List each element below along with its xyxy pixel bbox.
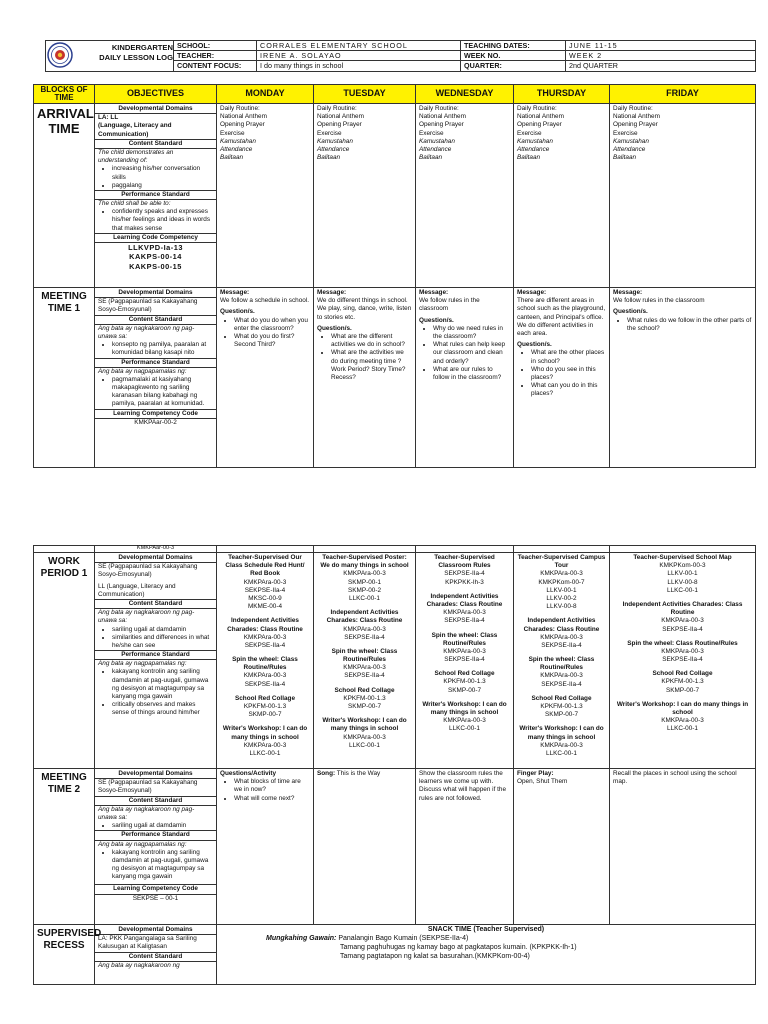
competency-code: SKMP-00-2 bbox=[347, 586, 382, 594]
competency-code: KPKFM-00-1.3 bbox=[540, 703, 583, 710]
competency-code: LLKC-00-1 bbox=[449, 725, 480, 733]
school-label: SCHOOL: bbox=[174, 41, 257, 51]
work1-performance-standard-label: Performance Standard bbox=[95, 650, 216, 660]
meeting2-performance-standard-label: Performance Standard bbox=[95, 830, 216, 840]
arrival-la-full: (Language, Literacy and Communication) bbox=[98, 122, 172, 138]
meeting1-se: SE (Pagpapaunlad sa Kakayahang Sosyo-Emosyunal) bbox=[98, 298, 198, 314]
activity-title: School Red Collage bbox=[434, 670, 495, 678]
routine-item: Opening Prayer bbox=[419, 121, 464, 129]
competency-code: MKME-00-4 bbox=[247, 603, 283, 611]
arrival-performance-bullet: • confidently speaks and expresses his/her feelings and ideas in words that makes sense bbox=[112, 208, 213, 233]
song-title: This is the Way bbox=[336, 770, 381, 777]
meeting2-content-text: Ang bata ay nagkakaroon ng pag-unawa sa: bbox=[98, 805, 195, 821]
questions-label: Question/s. bbox=[317, 324, 352, 332]
competency-code: KPKFM-00-1.3 bbox=[443, 678, 486, 686]
activity-title: Writer's Workshop: I can do many things in school bbox=[616, 700, 749, 716]
activity-title: Teacher-Supervised School Map bbox=[633, 554, 732, 561]
recess-content-text: Ang bata ay nagkakaroon ng bbox=[98, 961, 180, 969]
col-monday: MONDAY bbox=[217, 85, 314, 104]
block-supervised-recess: SUPERVISED RECESS bbox=[34, 925, 95, 985]
competency-code: KMKPAra-00-3 bbox=[443, 717, 486, 725]
activity-text: Recall the places in school using the school map. bbox=[613, 770, 737, 786]
competency-code: LLKV-00-1 bbox=[667, 570, 698, 578]
work1-content-standard-label: Content Standard bbox=[95, 599, 216, 609]
activity-title: Teacher-Supervised Campus Tour bbox=[517, 554, 606, 570]
message-label: Message: bbox=[220, 289, 250, 296]
song-label: Song: bbox=[317, 770, 336, 777]
questions-label: Question/s. bbox=[220, 308, 255, 316]
work1-content-bullet: • similarities and differences in what he/she can see bbox=[112, 634, 213, 650]
block-arrival-time: ARRIVAL TIME bbox=[34, 104, 95, 288]
teaching-dates-value: JUNE 11-15 bbox=[566, 41, 756, 51]
competency-code: LLKV-00-2 bbox=[546, 594, 577, 602]
finger-play-title: Open, Shut Them bbox=[517, 778, 568, 786]
competency-code: SEKPSE-IIa-4 bbox=[541, 680, 582, 688]
work1-content-bullet: • sariling ugali at damdamin bbox=[112, 626, 213, 634]
arrival-performance-text: The child shall be able to: bbox=[98, 200, 171, 208]
col-thursday: THURSDAY bbox=[514, 85, 610, 104]
routine-item: Kamustahan bbox=[419, 137, 455, 145]
routine-item: National Anthem bbox=[220, 113, 267, 121]
question-item: • What rules do we follow in the other parts of the school? bbox=[627, 317, 752, 333]
meeting1-performance-text: Ang bata ay nagpapamalas ng: bbox=[98, 367, 187, 375]
competency-code: KMKPAra-00-3 bbox=[540, 741, 583, 749]
activity-title: Spin the wheel: Class Routine/Rules bbox=[431, 631, 498, 647]
arrival-thursday bbox=[514, 104, 610, 288]
questions-label: Question/s. bbox=[517, 341, 552, 349]
work1-ll: LL (Language, Literacy and Communication) bbox=[98, 582, 176, 598]
question-item: • What are our rules to follow in the classroom? bbox=[433, 366, 510, 382]
work1-dev-domains: Developmental Domains bbox=[95, 554, 216, 563]
routine-item: Daily Routine: bbox=[317, 105, 357, 112]
competency-code: KPKPKK-Ih-3 bbox=[445, 578, 484, 586]
week-label: WEEK NO. bbox=[461, 51, 566, 61]
meeting2-content-standard-label: Content Standard bbox=[95, 796, 216, 806]
activity-title: Teacher-Supervised Poster: We do many things in school bbox=[320, 554, 409, 570]
meeting2-friday bbox=[610, 769, 756, 925]
question-item: • Why do we need rules in the classroom? bbox=[433, 325, 510, 341]
competency-code: SEKPSE-IIa-4 bbox=[244, 641, 286, 649]
lesson-table-page1 bbox=[33, 84, 756, 468]
recess-activities bbox=[217, 925, 756, 985]
recess-objectives bbox=[95, 925, 217, 985]
activity-text: Show the classroom rules the learners we come up with. Discuss what will happen if the rules are not followed. bbox=[419, 770, 507, 802]
meeting2-se: SE (Pagpapaunlad sa Kakayahang Sosyo-Emosyunal) bbox=[98, 779, 198, 795]
activity-title: Spin the wheel: Class Routine/Rules bbox=[528, 656, 595, 672]
meeting2-wednesday bbox=[416, 769, 514, 925]
meeting1-monday bbox=[217, 288, 314, 468]
question-item: • What can you do in this places? bbox=[531, 382, 606, 398]
work1-performance-bullet: • kakayang kontrolin ang sariling damdamin at pag-uugali, gumawa ng desisyon at magtagumpay sa kanyang mga gawain bbox=[112, 668, 213, 701]
competency-code: SEKPSE-IIa-4 bbox=[444, 617, 485, 625]
competency-code: LLKC-00-1 bbox=[349, 741, 380, 749]
header-info-table bbox=[45, 40, 756, 72]
message-label: Message: bbox=[419, 289, 449, 296]
competency-code: KPKFM-00-1.3 bbox=[343, 694, 386, 702]
activity-title: Independent Activities Charades: Class Routine bbox=[622, 600, 743, 617]
competency-code: KMKPAra-00-3 bbox=[443, 647, 486, 655]
arrival-content-standard-label: Content Standard bbox=[95, 139, 216, 149]
competency-code: SKMP-00-7 bbox=[447, 686, 482, 694]
routine-item: Opening Prayer bbox=[613, 121, 658, 129]
competency-code: KMKPKom-00-3 bbox=[659, 562, 706, 570]
arrival-lc-code: KAKPS-00-15 bbox=[129, 261, 182, 271]
competency-code: LLKC-00-1 bbox=[667, 725, 698, 733]
activity-label: Questions/Activity bbox=[220, 770, 277, 777]
routine-item: Attendance bbox=[419, 145, 452, 153]
competency-code: SEKPSE-IIa-4 bbox=[344, 633, 385, 641]
activity-title: Writer's Workshop: I can do many things in school bbox=[222, 725, 308, 741]
meeting1-content-text: Ang bata ay nagkakaroon ng pag-unawa sa: bbox=[98, 324, 195, 340]
meeting1-content-bullet: • konsepto ng pamilya, paaralan at komunidad bilang kasapi nito bbox=[112, 341, 213, 357]
routine-item: Exercise bbox=[317, 129, 342, 137]
routine-item: Balitaan bbox=[517, 154, 541, 162]
message-label: Message: bbox=[317, 289, 347, 296]
meeting1-thursday bbox=[514, 288, 610, 468]
arrival-tuesday bbox=[314, 104, 416, 288]
routine-item: Daily Routine: bbox=[220, 105, 260, 112]
finger-play-label: Finger Play: bbox=[517, 770, 554, 777]
competency-code: KMKPAra-00-3 bbox=[343, 625, 386, 633]
meeting1-lc-title: Learning Competency Code bbox=[95, 409, 216, 419]
school-value: CORRALES ELEMENTARY SCHOOL bbox=[257, 41, 461, 51]
arrival-la: LA: LL bbox=[98, 114, 119, 122]
questions-label: Question/s. bbox=[419, 316, 454, 324]
quarter-value: 2nd QUARTER bbox=[566, 61, 756, 71]
meeting1-performance-bullet: • pagmamalaki at kasiyahang makapagkwento ng sariling karanasan bilang kabahagi ng pamilya, paaralan at komunidad. bbox=[112, 376, 213, 409]
block-meeting-time-2: MEETING TIME 2 bbox=[34, 769, 95, 925]
question-item: • What blocks of time are we in now? bbox=[234, 778, 310, 794]
message-text: There are different areas in school such as the playground, canteen, and Principal's office. We do different activities in each area. bbox=[517, 297, 606, 337]
recess-content-standard-label: Content Standard bbox=[95, 952, 216, 962]
col-objectives: OBJECTIVES bbox=[95, 85, 217, 104]
content-focus-value: I do many things in school bbox=[257, 61, 461, 71]
routine-item: National Anthem bbox=[517, 113, 564, 121]
activity-title: Teacher-Supervised Classroom Rules bbox=[434, 554, 495, 570]
work1-content-text: Ang bata ay nagkakaroon ng pag-unawa sa: bbox=[98, 609, 195, 625]
message-text: We do different things in school. We play, sing, dance, write, listen to stories etc. bbox=[317, 297, 412, 321]
competency-code: KMKPAra-00-3 bbox=[540, 672, 583, 680]
kindergarten-label: KINDERGARTEN bbox=[111, 43, 173, 52]
activity-title: Writer's Workshop: I can do many things in school bbox=[322, 717, 407, 733]
competency-code: LLKV-00-8 bbox=[546, 603, 577, 611]
recess-la: LA: PKK Pangangalaga sa Sariling Kalusugan at Kaligtasan bbox=[98, 935, 197, 951]
competency-code: KMKPAra-00-3 bbox=[343, 733, 386, 741]
routine-item: Daily Routine: bbox=[613, 105, 653, 112]
arrival-wednesday bbox=[416, 104, 514, 288]
teacher-label: TEACHER: bbox=[174, 51, 257, 61]
meeting2-monday bbox=[217, 769, 314, 925]
routine-item: National Anthem bbox=[419, 113, 466, 121]
recess-activity-line: Tamang paghuhugas ng kamay bago at pagkatapos kumain. (KPKPKK-Ih-1) bbox=[340, 943, 577, 951]
routine-item: Exercise bbox=[517, 129, 542, 137]
meeting2-performance-text: Ang bata ay nagpapamalas ng: bbox=[98, 840, 187, 848]
meeting1-performance-standard-label: Performance Standard bbox=[95, 358, 216, 368]
activity-title: School Red Collage bbox=[334, 686, 395, 694]
arrival-lc-title: Learning Code Competency bbox=[95, 233, 216, 243]
work1-monday bbox=[217, 553, 314, 769]
week-value: WEEK 2 bbox=[566, 51, 756, 61]
message-text: We follow rules in the classroom bbox=[419, 297, 480, 313]
question-item: • Who do you see in this places? bbox=[531, 366, 606, 382]
competency-code: SEKPSE-IIa-4 bbox=[662, 625, 703, 633]
routine-item: Opening Prayer bbox=[317, 121, 362, 129]
routine-item: Attendance bbox=[317, 145, 350, 153]
meeting2-dev-domains: Developmental Domains bbox=[95, 770, 216, 779]
message-label: Message: bbox=[613, 289, 643, 296]
question-item: • What are the other places in school? bbox=[531, 349, 606, 365]
arrival-performance-standard-label: Performance Standard bbox=[95, 190, 216, 200]
meeting1-wednesday bbox=[416, 288, 514, 468]
meeting1-content-standard-label: Content Standard bbox=[95, 315, 216, 325]
activity-title: Independent Activities Charades: Class Routine bbox=[326, 609, 403, 625]
recess-activity-line: Panalangin Bago Kumain (SEKPSE-IIa-4) bbox=[338, 934, 469, 942]
competency-code: SEKPSE-IIa-4 bbox=[541, 641, 582, 649]
routine-item: Balitaan bbox=[220, 154, 244, 162]
work1-friday bbox=[610, 553, 756, 769]
question-item: • What are the activities we do during meeting time ? Work Period? Story Time? Recess? bbox=[331, 349, 412, 382]
meeting2-objectives bbox=[95, 769, 217, 925]
snack-time-title: SNACK TIME (Teacher Supervised) bbox=[427, 926, 545, 933]
work1-performance-text: Ang bata ay nagpapamalas ng: bbox=[98, 660, 187, 668]
activity-title: Writer's Workshop: I can do many things in school bbox=[422, 700, 507, 716]
competency-code: SEKPSE-IIa-4 bbox=[662, 656, 703, 664]
activity-title: Independent Activities Charades: Class Routine bbox=[426, 592, 503, 608]
competency-code: LLKC-00-1 bbox=[349, 594, 380, 602]
meeting2-thursday bbox=[514, 769, 610, 925]
col-blocks-of-time: BLOCKS OF TIME bbox=[34, 85, 95, 104]
arrival-content-text: The child demonstrates an understanding of: bbox=[98, 148, 174, 165]
meeting2-tuesday bbox=[314, 769, 416, 925]
competency-code: KMKPAra-00-3 bbox=[540, 570, 583, 578]
routine-item: Opening Prayer bbox=[220, 121, 265, 129]
question-item: • What are the different activities we do in school? bbox=[331, 333, 412, 349]
routine-item: National Anthem bbox=[613, 113, 660, 121]
question-item: • What do you do when you enter the classroom? bbox=[234, 317, 310, 333]
competency-code: SEKPSE-IIa-4 bbox=[244, 586, 286, 594]
activity-title: Writer's Workshop: I can do many things in school bbox=[519, 725, 604, 741]
competency-code: LLKC-00-1 bbox=[249, 749, 281, 757]
meeting2-lc-title: Learning Competency Code bbox=[95, 884, 216, 894]
message-label: Message: bbox=[517, 289, 547, 296]
work1-performance-bullet: • critically observes and makes sense of things around him/her bbox=[112, 701, 213, 717]
routine-item: Opening Prayer bbox=[517, 121, 562, 129]
competency-code: KMKPAra-00-3 bbox=[243, 578, 287, 586]
routine-item: Exercise bbox=[220, 129, 245, 137]
work1-objectives bbox=[95, 553, 217, 769]
routine-item: Balitaan bbox=[419, 154, 443, 162]
activity-title: School Red Collage bbox=[531, 694, 592, 702]
recess-dev-domains: Developmental Domains bbox=[95, 926, 216, 935]
competency-code: SEKPSE-IIa-4 bbox=[444, 570, 485, 578]
competency-code: LLKV-00-1 bbox=[546, 586, 577, 594]
routine-item: Daily Routine: bbox=[517, 105, 557, 112]
meeting2-performance-bullet: • kakayang kontrolin ang sariling damdamin at pag-uugali, gumawa ng desisyon at magtagumpay sa kanyang mga gawain bbox=[112, 849, 213, 882]
work1-thursday bbox=[514, 553, 610, 769]
question-item: • What will come next? bbox=[234, 795, 310, 803]
competency-code: MKSC-00-9 bbox=[248, 594, 282, 602]
col-friday: FRIDAY bbox=[610, 85, 756, 104]
col-tuesday: TUESDAY bbox=[314, 85, 416, 104]
recess-activity-line: Tamang pagtatapon ng kalat sa basurahan.(KMKPKom-00-4) bbox=[340, 952, 530, 960]
work1-top-code: KMKPAar-00-3 bbox=[95, 546, 217, 553]
competency-code: KMKPAra-00-3 bbox=[661, 717, 704, 725]
arrival-objectives bbox=[95, 104, 217, 288]
routine-item: Exercise bbox=[419, 129, 444, 137]
work1-tuesday bbox=[314, 553, 416, 769]
meeting2-content-bullet: • sariling ugali at damdamin bbox=[112, 822, 213, 830]
activity-title: School Red Collage bbox=[652, 670, 713, 678]
activity-title: Spin the wheel: Class Routine/Rules bbox=[627, 639, 738, 647]
work1-se: SE (Pagpapaunlad sa Kakayahang Sosyo-Emosyunal) bbox=[98, 563, 198, 579]
meeting1-lc-code: KMKPAar-00-2 bbox=[134, 418, 177, 426]
competency-code: KMKPAra-00-3 bbox=[243, 741, 287, 749]
competency-code: SEKPSE-IIa-4 bbox=[444, 656, 485, 664]
routine-item: Attendance bbox=[517, 145, 550, 153]
routine-item: Exercise bbox=[613, 129, 638, 137]
competency-code: KMKPAra-00-3 bbox=[443, 609, 486, 617]
routine-item: Balitaan bbox=[613, 154, 637, 162]
competency-code: KMKPAra-00-3 bbox=[661, 617, 704, 625]
routine-item: Kamustahan bbox=[317, 137, 353, 145]
meeting1-tuesday bbox=[314, 288, 416, 468]
competency-code: KPKFM-00-1.3 bbox=[243, 703, 287, 710]
competency-code: SKMP-00-7 bbox=[347, 703, 382, 710]
routine-item: Daily Routine: bbox=[419, 105, 459, 112]
competency-code: KMKPAra-00-3 bbox=[343, 664, 386, 672]
competency-code: KPKFM-00-1.3 bbox=[661, 678, 704, 686]
competency-code: SEKPSE-IIa-4 bbox=[344, 672, 385, 680]
question-item: • What rules can help keep our classroom and clean and orderly? bbox=[433, 341, 510, 366]
competency-code: LLKC-00-1 bbox=[667, 586, 698, 594]
routine-item: Balitaan bbox=[317, 154, 341, 162]
competency-code: KMKPAra-00-3 bbox=[243, 633, 287, 641]
competency-code: KMKPAra-00-3 bbox=[661, 647, 704, 655]
arrival-content-bullet: • paggalang bbox=[112, 182, 213, 190]
competency-code: KMKPKom-00-7 bbox=[538, 578, 585, 586]
lesson-table-page2 bbox=[33, 545, 756, 985]
competency-code: KMKPAra-00-3 bbox=[243, 672, 287, 680]
arrival-content-bullet: • increasing his/her conversation skills bbox=[112, 165, 213, 181]
routine-item: Kamustahan bbox=[517, 137, 553, 145]
message-text: We follow rules in the classroom bbox=[613, 297, 705, 305]
competency-code: SEKPSE-IIa-4 bbox=[244, 680, 286, 688]
competency-code: SKMP-00-7 bbox=[665, 686, 700, 694]
arrival-monday bbox=[217, 104, 314, 288]
routine-item: Attendance bbox=[220, 145, 253, 153]
quarter-label: QUARTER: bbox=[461, 61, 566, 71]
competency-code: SKMP-00-7 bbox=[248, 711, 282, 719]
meeting1-friday bbox=[610, 288, 756, 468]
routine-item: Attendance bbox=[613, 145, 646, 153]
activity-title: School Red Collage bbox=[234, 694, 295, 702]
message-text: We follow a schedule in school. bbox=[220, 297, 310, 305]
arrival-dev-domains: Developmental Domains bbox=[95, 105, 216, 114]
work1-wednesday bbox=[416, 553, 514, 769]
activity-title: Spin the wheel: Class Routine/Rules bbox=[232, 656, 298, 672]
block-meeting-time-1: MEETING TIME 1 bbox=[34, 288, 95, 468]
block-work-period-1: WORK PERIOD 1 bbox=[34, 553, 95, 769]
meeting1-objectives bbox=[95, 288, 217, 468]
routine-item: Kamustahan bbox=[613, 137, 649, 145]
competency-code: LLKV-00-8 bbox=[667, 578, 698, 586]
daily-lesson-log-label: DAILY LESSON LOG bbox=[99, 53, 173, 63]
questions-label: Question/s. bbox=[613, 308, 648, 316]
content-focus-label: CONTENT FOCUS: bbox=[174, 61, 257, 71]
arrival-lc-code: LLKVPD-Ia-13 bbox=[128, 243, 183, 252]
routine-item: Kamustahan bbox=[220, 137, 256, 145]
meeting2-lc-code: SEKPSE – 00-1 bbox=[132, 894, 179, 902]
mungkahing-gawain-label: Mungkahing Gawain: bbox=[266, 934, 337, 942]
teaching-dates-label: TEACHING DATES: bbox=[461, 41, 566, 51]
competency-code: LLKC-00-1 bbox=[546, 749, 577, 757]
activity-title: Independent Activities Charades: Class Routine bbox=[227, 617, 303, 633]
competency-code: KMKPAra-00-3 bbox=[540, 633, 583, 641]
competency-code: SKMP-00-7 bbox=[544, 711, 579, 719]
routine-item: National Anthem bbox=[317, 113, 364, 121]
teacher-value: IRENE A. SOLAYAO bbox=[257, 51, 461, 61]
meeting1-dev-domains: Developmental Domains bbox=[95, 289, 216, 298]
competency-code: SKMP-00-1 bbox=[347, 578, 382, 586]
col-wednesday: WEDNESDAY bbox=[416, 85, 514, 104]
activity-title: Spin the wheel: Class Routine/Rules bbox=[331, 647, 398, 664]
arrival-lc-code: KAKPS-00-14 bbox=[129, 252, 182, 262]
competency-code: KMKPAra-00-3 bbox=[343, 570, 386, 578]
activity-title: Independent Activities Charades: Class Routine bbox=[523, 617, 600, 633]
activity-title: Teacher-Supervised Our Class Schedule Red Hunt/ Red Book bbox=[225, 554, 305, 578]
arrival-friday bbox=[610, 104, 756, 288]
question-item: • What do you do first? Second Third? bbox=[234, 333, 310, 349]
